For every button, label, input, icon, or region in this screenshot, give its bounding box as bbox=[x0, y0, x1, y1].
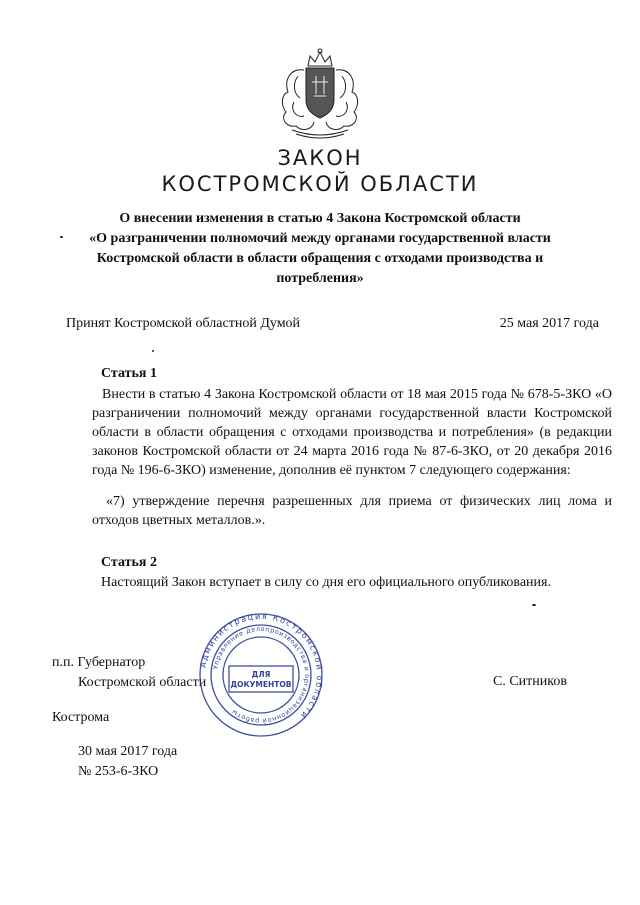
stamp-center-line2: ДОКУМЕНТОВ bbox=[230, 680, 292, 689]
law-title-line: Костромской области в области обращения с отходами производства и bbox=[96, 251, 544, 266]
stamp-outer-text: Администрация Костромской области bbox=[198, 612, 325, 721]
signatory-region: Костромской области bbox=[78, 675, 207, 690]
adopted-by: Принят Костромской областной Думой bbox=[66, 316, 301, 331]
adopted-date: 25 мая 2017 года bbox=[499, 316, 599, 331]
law-number: № 253-6-ЗКО bbox=[78, 764, 159, 779]
article-1-text: Внести в статью 4 Закона Костромской области от 18 мая 2015 года № 678-5-ЗКО «О разграничении полномочий между органами государственной власти Костромской области в области обращения с отходами производства и потребления» (в редакции законов Костромской области от 24 марта 2016 года № 87-6-ЗКО, от 20 декабря 2016 года № 196-6-ЗКО) изменение, дополнив её пунктом 7 следующего содержания: bbox=[92, 387, 612, 478]
article-2-text: Настоящий Закон вступает в силу со дня его официального опубликования. bbox=[101, 575, 551, 590]
article-2-heading: Статья 2 bbox=[101, 555, 157, 570]
article-1-quote: «7) утверждение перечня разрешенных для приема от физических лиц лома и отходов цветных металлов.». bbox=[92, 494, 612, 528]
place-of-signing: Кострома bbox=[52, 710, 110, 725]
article-1-heading: Статья 1 bbox=[101, 366, 157, 381]
law-title-line: «О разграничении полномочий между органами государственной власти bbox=[89, 231, 551, 246]
stamp-center-line1: ДЛЯ bbox=[251, 670, 271, 679]
scan-speck bbox=[60, 236, 63, 238]
region-title: КОСТРОМСКОЙ ОБЛАСТИ bbox=[161, 172, 479, 196]
law-title bbox=[70, 209, 570, 289]
scan-speck bbox=[532, 604, 536, 606]
document-type-title: ЗАКОН bbox=[277, 146, 363, 170]
law-title-line: потребления» bbox=[276, 271, 364, 286]
kostroma-coat-of-arms-icon bbox=[272, 46, 368, 140]
signing-date: 30 мая 2017 года bbox=[78, 744, 178, 759]
signatory-title: п.п. Губернатор bbox=[52, 655, 146, 670]
law-title-line: О внесении изменения в статью 4 Закона Костромской области bbox=[119, 211, 521, 226]
stamp-inner-text: Управление делопроизводства и организационной работы bbox=[211, 624, 312, 726]
official-stamp-icon bbox=[196, 612, 326, 738]
signatory-name: С. Ситников bbox=[493, 674, 567, 689]
scan-speck bbox=[152, 350, 154, 352]
